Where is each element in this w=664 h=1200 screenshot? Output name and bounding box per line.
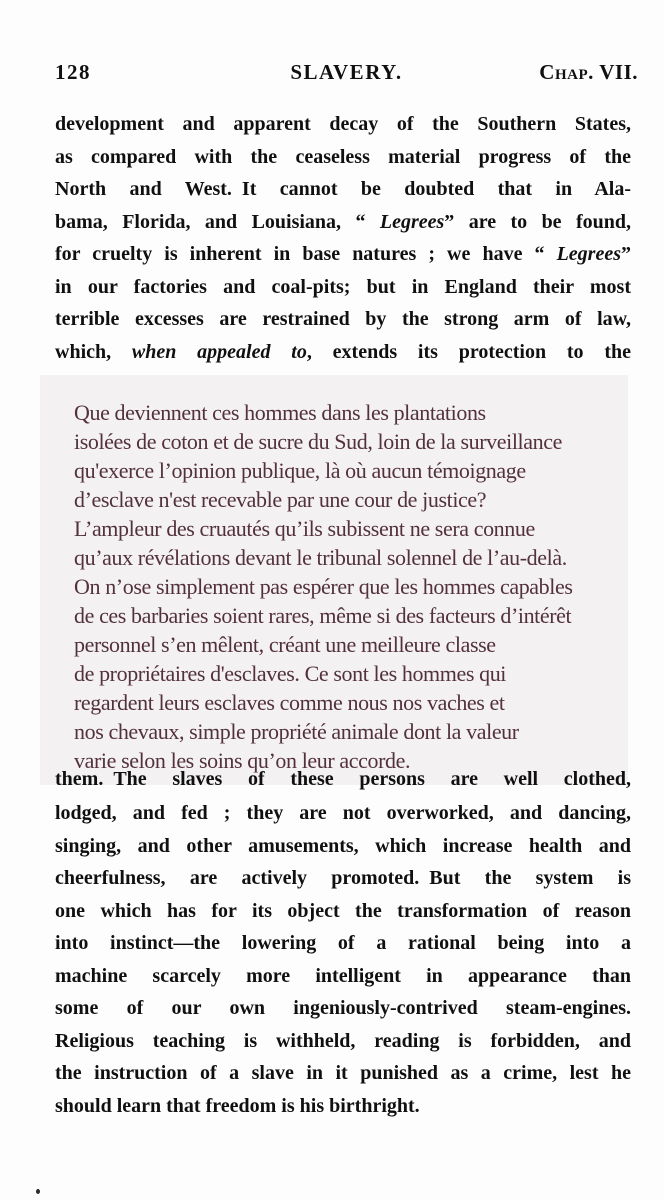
text-line: as compared with the ceaseless material progress of the: [55, 145, 631, 168]
text-line: them. The slaves of these persons are well clothed,: [55, 768, 631, 790]
text-line: cheerfulness, are actively promoted. But the system is: [55, 867, 631, 889]
text-line: for cruelty is inherent in base natures ; we have “ Legrees”: [55, 243, 631, 265]
text-line: Que deviennent ces hommes dans les plantations: [74, 400, 486, 425]
chapter-label: Chap. VII.: [539, 60, 638, 84]
translation-text: [74, 398, 626, 775]
text-line: terrible excesses are restrained by the strong arm of law,: [55, 308, 631, 330]
text-line: development and apparent decay of the Southern States,: [55, 113, 631, 135]
text-line: into instinct—the lowering of a rational being into a: [55, 932, 631, 954]
scan-speck: [36, 1189, 40, 1194]
body-paragraph-bottom: [55, 797, 631, 1122]
page-number: 128: [55, 60, 91, 84]
text-line: the instruction of a slave in it punished as a crime, lest he: [55, 1062, 631, 1084]
text-line: regardent leurs esclaves comme nous nos vaches et: [74, 690, 505, 715]
text-line: in our factories and coal-pits; but in England their most: [55, 275, 631, 298]
text-line: lodged, and fed ; they are not overworked, and dancing,: [55, 802, 631, 824]
running-title: SLAVERY.: [290, 60, 403, 84]
text-line: should learn that freedom is his birthright.: [55, 1094, 420, 1117]
text-line: personnel s’en mêlent, créant une meilleure classe: [74, 632, 496, 657]
text-line: singing, and other amusements, which increase health and: [55, 834, 631, 857]
text-line: which, when appealed to, extends its protection to the: [55, 340, 631, 363]
text-line: some of our own ingeniously-contrived steam-engines.: [55, 997, 631, 1019]
text-line: one which has for its object the transformation of reason: [55, 899, 631, 922]
text-line: L’ampleur des cruautés qu’ils subissent ne sera connue: [74, 516, 535, 541]
text-line: de propriétaires d'esclaves. Ce sont les hommes qui: [74, 661, 507, 686]
text-line: North and West. It cannot be doubted that in Ala-: [55, 178, 631, 200]
text-line: bama, Florida, and Louisiana, “ Legrees” are to be found,: [55, 210, 631, 233]
text-line: isolées de coton et de sucre du Sud, loin de la surveillance: [74, 429, 562, 454]
text-line: On n’ose simplement pas espérer que les hommes capables: [74, 574, 573, 599]
text-line: qu’aux révélations devant le tribunal solennel de l’au-delà.: [74, 545, 567, 570]
body-paragraph-top: [55, 108, 631, 368]
text-line: machine scarcely more intelligent in appearance than: [55, 964, 631, 987]
text-line: de ces barbaries soient rares, même si des facteurs d’intérêt: [74, 603, 572, 628]
partially-hidden-line: [55, 768, 631, 795]
translation-overlay: [40, 375, 628, 785]
text-line: nos chevaux, simple propriété animale dont la valeur: [74, 719, 519, 744]
text-line: d’esclave n'est recevable par une cour de justice?: [74, 487, 487, 512]
page-header: [55, 60, 638, 88]
text-line: varie selon les soins qu’on leur accorde.: [74, 748, 411, 773]
text-line: Religious teaching is withheld, reading is forbidden, and: [55, 1029, 631, 1052]
text-line: qu'exerce l’opinion publique, là où aucun témoignage: [74, 458, 526, 483]
